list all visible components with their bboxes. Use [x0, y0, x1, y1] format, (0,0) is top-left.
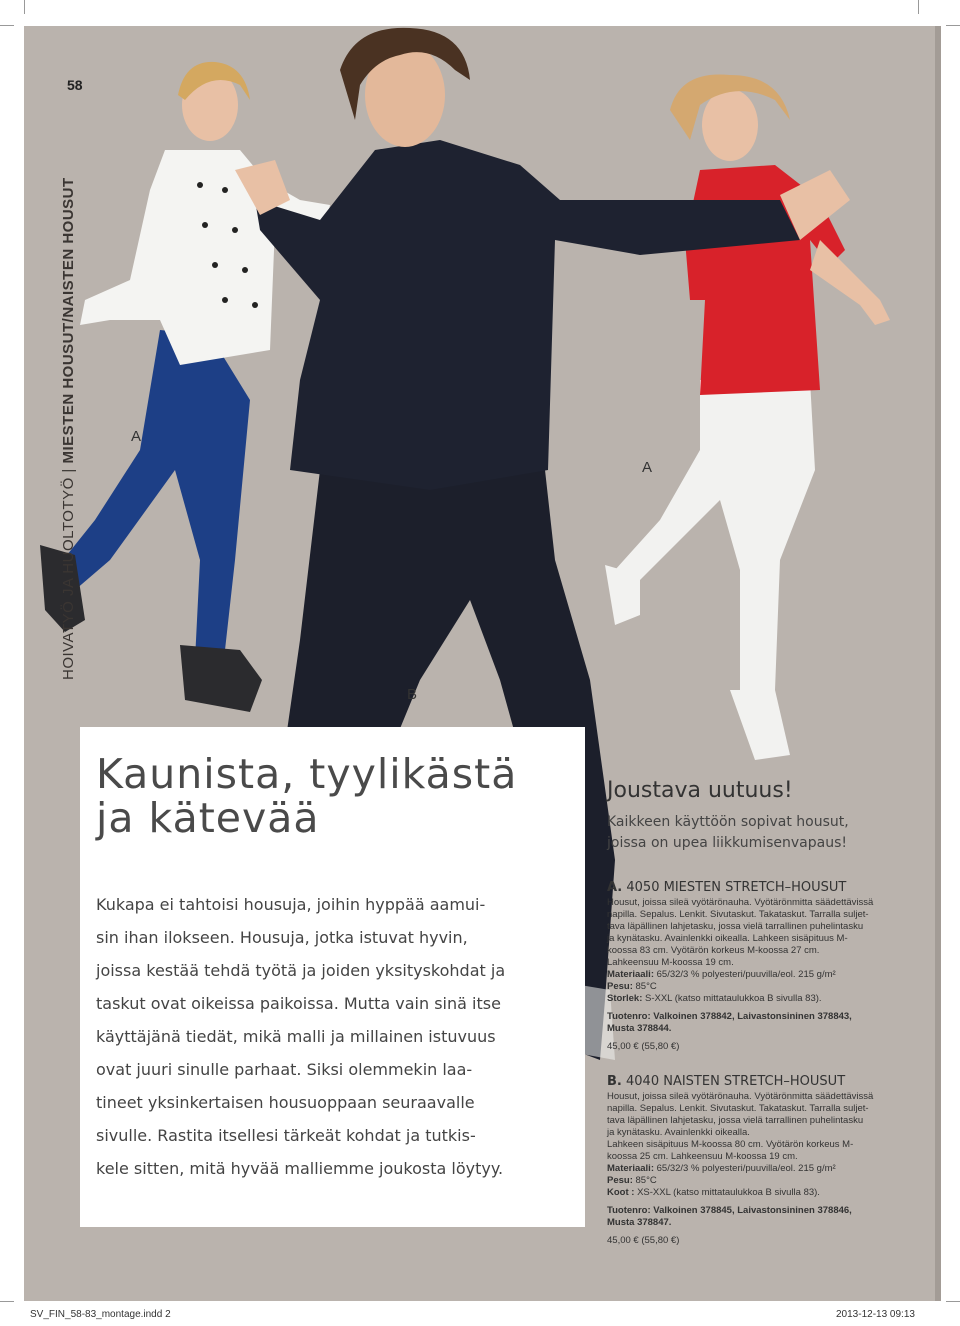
body-line: käyttäjänä tiedät, mikä malli ja millainen istuvuus — [96, 1027, 496, 1046]
product-desc-line: napilla. Sepalus. Lenkit. Sivutaskut. Takataskut. Tarralla suljet- — [607, 909, 869, 920]
footer-timestamp: 2013-12-13 09:13 — [836, 1309, 915, 1320]
product-price: 45,00 € (55,80 €) — [607, 1041, 680, 1052]
product-number: Tuotenro: Valkoinen 378842, Laivastonsininen 378843, — [607, 1011, 852, 1022]
intro-headline — [96, 752, 566, 840]
product-desc-line: tava läpällinen lahjetasku, jossa vielä tarrallinen puhelintasku — [607, 1115, 864, 1126]
product-number: Tuotenro: Valkoinen 378845, Laivastonsininen 378846, — [607, 1205, 852, 1216]
body-line: joissa kestää tehdä työtä ja joiden yksityskohdat ja — [96, 961, 506, 980]
footer-filename: SV_FIN_58-83_montage.indd 2 — [30, 1309, 171, 1320]
body-line: taskut ovat oikeissa paikoissa. Mutta vain sinä itse — [96, 994, 501, 1013]
body-line: Kukapa ei tahtoisi housuja, joihin hyppää aamui- — [96, 895, 486, 914]
product-title — [607, 1074, 907, 1090]
product-a — [607, 880, 907, 1053]
product-desc-line: napilla. Sepalus. Lenkit. Sivutaskut. Takataskut. Tarralla suljet- — [607, 1103, 869, 1114]
model-right-woman — [605, 74, 890, 760]
product-letter: A. — [607, 880, 623, 895]
product-desc-line: Housut, joissa sileä vyötärönauha. Vyötärönmitta säädettävissä — [607, 1091, 874, 1102]
product-title — [607, 880, 907, 896]
product-desc-line: tava läpällinen lahjetasku, jossa vielä tarrallinen puhelintasku — [607, 921, 864, 932]
body-line: tineet yksinkertaisen housuoppaan seuraavalle — [96, 1093, 475, 1112]
product-size: Storlek: S-XXL (katso mittataulukkoa B sivulla 83). — [607, 993, 822, 1004]
product-desc-line: Housut, joissa sileä vyötärönauha. Vyötärönmitta säädettävissä — [607, 897, 874, 908]
photo-label-a-left: A — [131, 428, 142, 445]
product-material: Materiaali: 65/32/3 % polyesteri/puuvilla/eol. 215 g/m² — [607, 969, 836, 980]
product-wash: Pesu: 85°C — [607, 981, 657, 992]
headline-line: ja kätevää — [96, 794, 320, 842]
photo-label-b: B — [407, 686, 418, 703]
product-desc-line: koossa 83 cm. Vyötärön korkeus M-koossa 27 cm. — [607, 945, 820, 956]
product-name: 4050 MIESTEN STRETCH–HOUSUT — [626, 880, 847, 895]
product-wash: Pesu: 85°C — [607, 1175, 657, 1186]
product-number: Musta 378847. — [607, 1217, 672, 1228]
product-number: Musta 378844. — [607, 1023, 672, 1034]
product-desc-line: ja kynätasku. Avainlenkki oikealla. — [607, 1127, 750, 1138]
news-subtitle-line: Kaikkeen käyttöön sopivat housut, — [607, 814, 849, 830]
product-desc-line: Lahkeensuu M-koossa 19 cm. — [607, 957, 734, 968]
body-line: kele sitten, mitä hyvää malliemme joukosta löytyy. — [96, 1159, 504, 1178]
page-number: 58 — [67, 77, 83, 93]
headline-line: Kaunista, tyylikästä — [96, 750, 518, 798]
photo-label-a-right: A — [642, 459, 653, 476]
news-subtitle-line: joissa on upea liikkumisenvapaus! — [607, 835, 847, 851]
body-line: sin ihan ilokseen. Housuja, jotka istuvat hyvin, — [96, 928, 468, 947]
product-size: Koot : XS-XXL (katso mittataulukkoa B sivulla 83). — [607, 1187, 820, 1198]
intro-body — [96, 888, 566, 1185]
product-desc-line: ja kynätasku. Avainlenkki oikealla. Lahkeen sisäpituus M- — [607, 933, 848, 944]
product-price: 45,00 € (55,80 €) — [607, 1235, 680, 1246]
body-line: ovat juuri sinulle parhaat. Siksi olemmekin laa- — [96, 1060, 473, 1079]
section-sidebar-title — [60, 80, 86, 680]
product-desc-line: koossa 25 cm. Lahkeensuu M-koossa 19 cm. — [607, 1151, 798, 1162]
product-material: Materiaali: 65/32/3 % polyesteri/puuvilla/eol. 215 g/m² — [607, 1163, 836, 1174]
product-desc-line: Lahkeen sisäpituus M-koossa 80 cm. Vyötärön korkeus M- — [607, 1139, 854, 1150]
sidebar-prefix: HOIVATYÖ JA HUOLTOTYÖ | — [60, 463, 77, 680]
news-title: Joustava uutuus! — [607, 778, 793, 803]
sidebar-bold: MIESTEN HOUSUT/NAISTEN HOUSUT — [60, 177, 77, 464]
product-letter: B. — [607, 1074, 622, 1089]
body-line: sivulle. Rastita itsellesi tärkeät kohdat ja tutkis- — [96, 1126, 476, 1145]
product-b — [607, 1074, 907, 1247]
product-name: 4040 NAISTEN STRETCH–HOUSUT — [626, 1074, 846, 1089]
news-subtitle — [607, 812, 849, 854]
